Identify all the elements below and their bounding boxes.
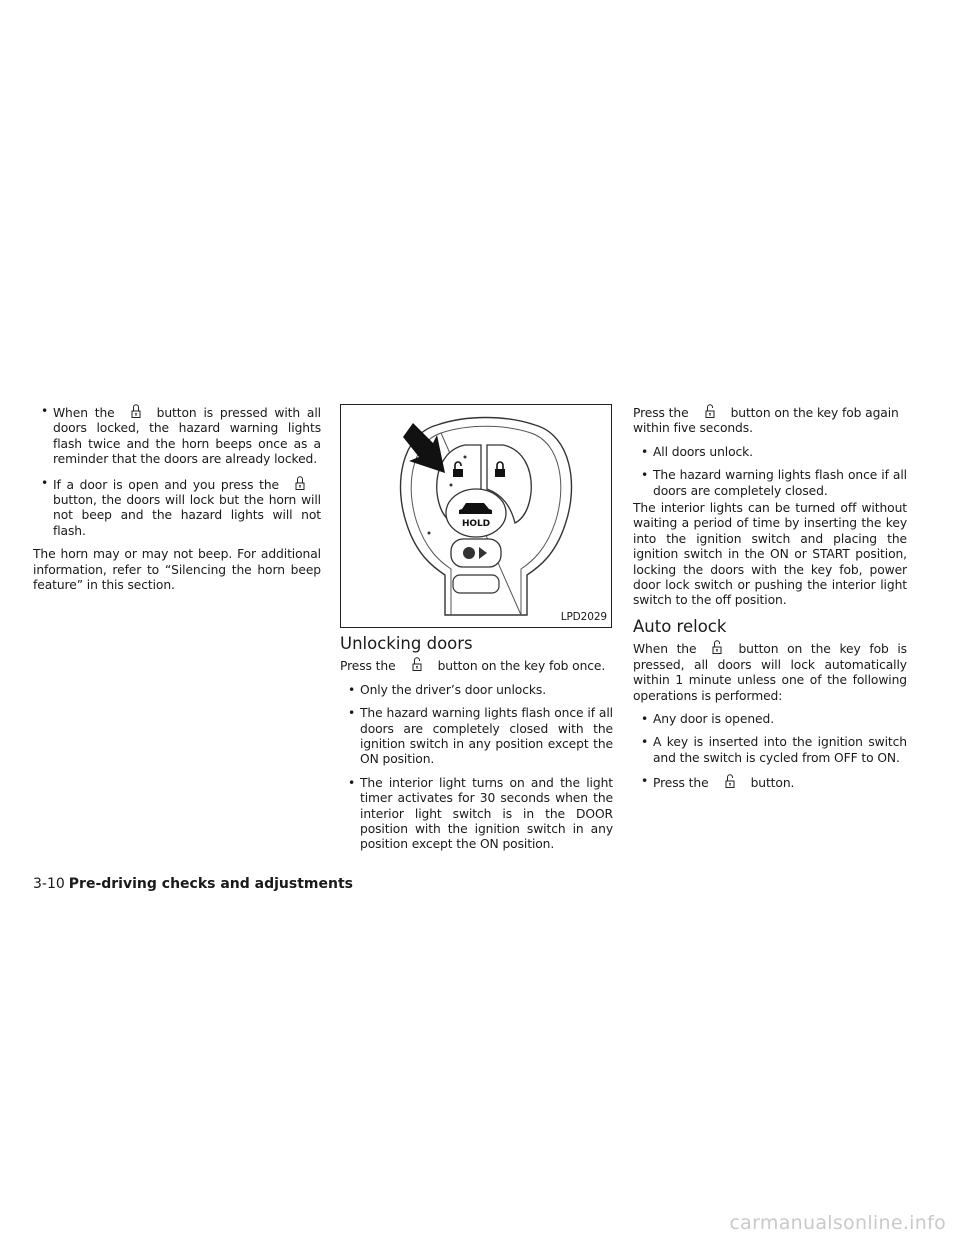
bullet-item [633,712,907,727]
bullet-text-end: button. [750,776,795,791]
fob-bottom-button [453,575,499,593]
bullet-item [33,476,321,540]
bullet-item [33,404,321,468]
bullet-dot: • [348,682,356,697]
bullet-text-start: Press the [653,776,709,791]
bullet-dot: • [641,468,649,483]
text-start: Press the [340,659,396,674]
fob-dot [428,532,431,535]
section-title: Pre-driving checks and adjustments [68,876,353,892]
page-number: 3-10 [33,876,65,892]
page-footer [33,876,353,892]
bullet-text: The hazard warning lights flash once if all doors are completely closed with the ignition switch in any position except the ON position. [360,706,613,767]
text-end: button on the key fob is pressed, all doors will lock automatically within 1 minute unless one of the following operations is performed: [633,642,907,703]
bullet-text: Any door is opened. [653,711,775,726]
bullet-dot: • [41,475,49,490]
bullet-dot: • [641,735,649,750]
unlock-icon [706,640,728,654]
remote-start-button [451,539,501,567]
unlock-icon [406,657,428,671]
bullet-dot: • [641,711,649,726]
column-middle [340,404,613,861]
bullet-text: All doors unlock. [653,444,753,459]
bullet-item [633,774,907,791]
key-fob-illustration [341,405,611,627]
bullet-text: The hazard warning lights flash once if all doors are completely closed. [653,468,907,498]
bullet-text-end: button is pressed with all doors locked, the hazard warning lights flash twice and the horn beeps once as a reminder that the doors are already locked. [53,406,321,467]
text-end: button on the key fob once. [437,659,606,674]
fob-dot [464,456,467,459]
unlock-icon [699,404,721,418]
lock-icon [125,404,147,418]
bullet-text: The interior light turns on and the light timer activates for 30 seconds when the interior light switch is in the DOOR position with the ignition switch in any position except the ON position. [360,775,613,852]
interior-lights-paragraph: The interior lights can be turned off without waiting a period of time by inserting the key into the ignition switch and placing the ignition switch in the ON or START position, locking the doors with the key fob, power door lock switch or pushing the interior light switch to the off position. [633,501,907,608]
lock-icon [289,476,311,490]
hold-label: HOLD [462,519,490,529]
text-start: When the [633,642,697,657]
bullet-item [340,706,613,768]
key-fob-figure [340,404,612,628]
figure-label: LPD2029 [560,610,607,623]
heading-auto-relock: Auto relock [633,616,727,636]
bullet-item [633,445,907,460]
text-end: button on the key fob again within five seconds. [633,406,899,436]
bullet-item [340,776,613,853]
horn-paragraph: The horn may or may not beep. For additional information, refer to “Silencing the horn beep feature” in this section. [33,547,321,593]
unlock-icon [719,774,741,788]
heading-unlocking-doors: Unlocking doors [340,634,473,653]
bullet-text: Only the driver’s door unlocks. [360,682,547,697]
bullet-text: A key is inserted into the ignition switch and the switch is cycled from OFF to ON. [653,735,907,765]
bullet-text-start: If a door is open and you press the [53,477,279,492]
column-right [633,404,907,800]
bullet-text-start: When the [53,406,115,420]
press-once-line [340,657,613,674]
bullet-item [633,468,907,499]
auto-relock-paragraph [633,640,907,704]
bullet-dot: • [348,775,356,790]
watermark: carmanualsonline.info [729,1212,946,1234]
bullet-dot: • [641,774,649,789]
column-left [33,404,321,593]
bullet-dot: • [641,444,649,459]
bullet-dot: • [41,404,49,418]
bullet-item [340,683,613,698]
bullet-item [633,735,907,766]
text-start: Press the [633,406,689,420]
bullet-text-end: button, the doors will lock but the horn will not beep and the hazard lights will not flash. [53,493,321,538]
fob-dot [450,484,453,487]
press-again-line [633,404,907,437]
bullet-dot: • [348,706,356,721]
